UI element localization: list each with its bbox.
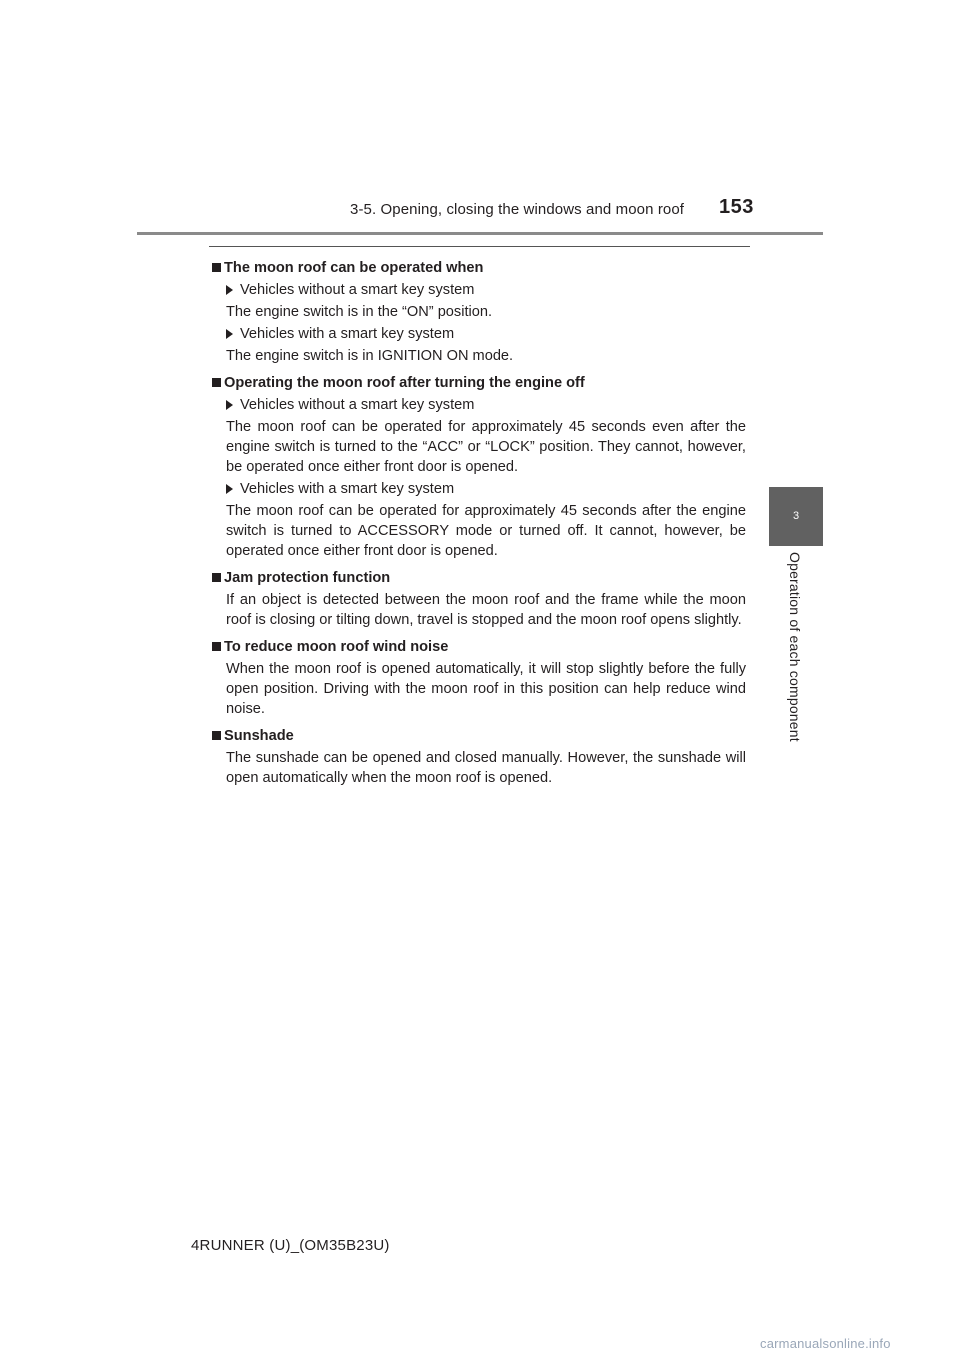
section-heading <box>210 568 746 588</box>
triangle-bullet-icon <box>226 329 233 339</box>
condition-bullet <box>210 479 746 499</box>
page-header <box>0 0 960 240</box>
model-code: 4RUNNER (U)_(OM35B23U) <box>191 1237 390 1254</box>
section-heading <box>210 258 746 278</box>
section-3 <box>210 637 746 719</box>
page-number: 153 <box>719 196 754 218</box>
condition-bullet <box>210 280 746 300</box>
section-0 <box>210 258 746 366</box>
triangle-bullet-icon <box>226 285 233 295</box>
body-paragraph: When the moon roof is opened automatically, it will stop slightly before the fully open position. Driving with the moon roof in this position can help reduce wind noise. <box>226 661 746 717</box>
triangle-bullet-icon <box>226 484 233 494</box>
body-paragraph: The engine switch is in the “ON” position. <box>226 304 493 320</box>
body-paragraph: The moon roof can be operated for approximately 45 seconds after the engine switch is turned to ACCESSORY mode or turned off. It cannot, however, be operated once either front door is opened. <box>226 503 746 559</box>
square-bullet-icon <box>212 263 221 272</box>
section-heading <box>210 637 746 657</box>
section-heading-text: Operating the moon roof after turning the engine off <box>224 375 585 391</box>
section-heading-text: Jam protection function <box>224 570 391 586</box>
condition-bullet-text: Vehicles without a smart key system <box>240 397 475 413</box>
section-heading <box>210 726 746 746</box>
chapter-title: Operation of each component <box>787 552 803 742</box>
section-gap <box>210 561 746 566</box>
watermark: carmanualsonline.info <box>760 1336 891 1351</box>
content-top-rule <box>209 246 750 247</box>
section-4 <box>210 726 746 788</box>
section-heading <box>210 373 746 393</box>
header-rule <box>137 232 823 235</box>
chapter-number: 3 <box>792 510 800 522</box>
section-gap <box>210 366 746 371</box>
square-bullet-icon <box>212 378 221 387</box>
condition-bullet <box>210 324 746 344</box>
condition-bullet-text: Vehicles with a smart key system <box>240 481 455 497</box>
chapter-tab <box>769 487 823 546</box>
square-bullet-icon <box>212 573 221 582</box>
body-paragraph: The engine switch is in IGNITION ON mode. <box>226 348 514 364</box>
condition-bullet-text: Vehicles with a smart key system <box>240 326 455 342</box>
body-paragraph: The moon roof can be operated for approximately 45 seconds even after the engine switch is turned to the “ACC” or “LOCK” position. They cannot, however, be operated once either front door is opened. <box>226 419 746 475</box>
section-gap <box>210 719 746 724</box>
square-bullet-icon <box>212 731 221 740</box>
body-paragraph: If an object is detected between the moon roof and the frame while the moon roof is closing or tilting down, travel is stopped and the moon roof opens slightly. <box>226 592 746 628</box>
section-1 <box>210 373 746 561</box>
condition-bullet <box>210 395 746 415</box>
main-content <box>210 256 746 788</box>
triangle-bullet-icon <box>226 400 233 410</box>
body-paragraph: The sunshade can be opened and closed manually. However, the sunshade will open automatically when the moon roof is opened. <box>226 750 746 786</box>
section-heading-text: The moon roof can be operated when <box>224 260 484 276</box>
section-heading-text: To reduce moon roof wind noise <box>224 639 449 655</box>
chapter-side-label <box>783 552 803 748</box>
section-2 <box>210 568 746 630</box>
square-bullet-icon <box>212 642 221 651</box>
condition-bullet-text: Vehicles without a smart key system <box>240 282 475 298</box>
section-title: 3-5. Opening, closing the windows and moon roof <box>350 201 685 218</box>
section-heading-text: Sunshade <box>224 728 294 744</box>
section-gap <box>210 630 746 635</box>
